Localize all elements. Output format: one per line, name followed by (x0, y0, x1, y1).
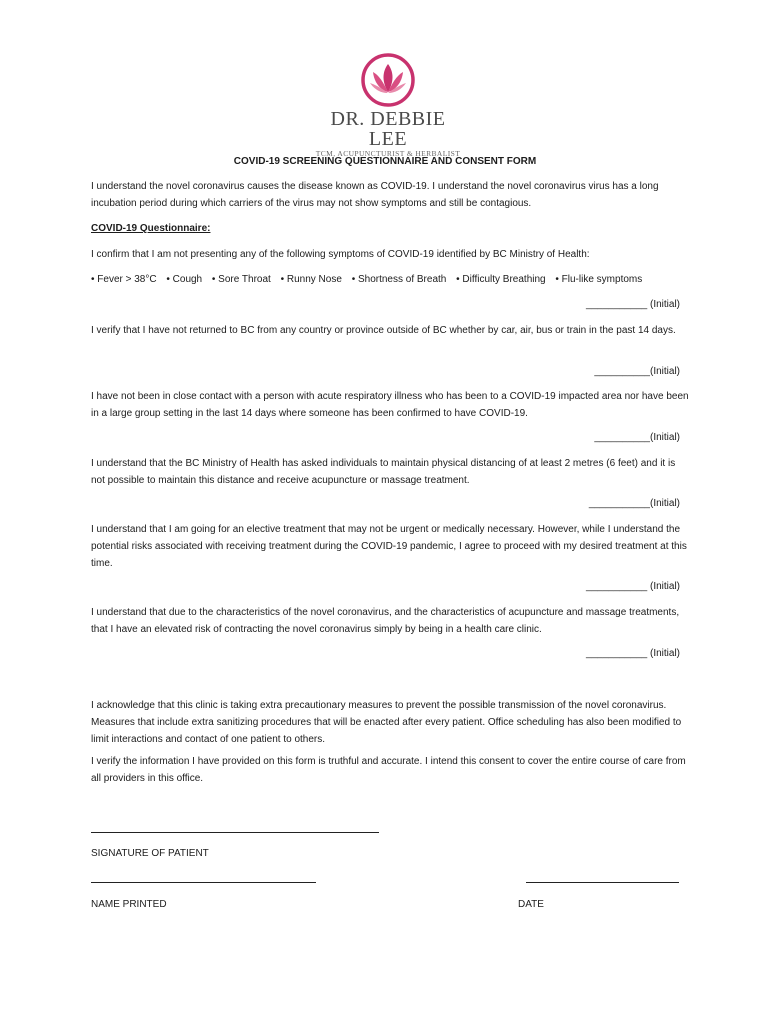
statement-distancing: I understand that the BC Ministry of Health has asked individuals to maintain physical distancing of at least 2 metres (6 feet) and it is not possible to maintain this distance and receive acupuncture or massage treatment. (91, 458, 676, 486)
statement-travel: I verify that I have not returned to BC from any country or province outside of BC whether by car, air, bus or train in the past 14 days. (91, 325, 676, 336)
intro-paragraph: I understand the novel coronavirus causes the disease known as COVID-19. I understand the novel coronavirus virus has a long incubation period during which carriers of the virus may not show symptoms and still be contagious. (91, 181, 659, 209)
clinic-logo (313, 52, 463, 158)
signature-line[interactable] (91, 832, 379, 833)
clinic-name: DR. DEBBIE LEE (330, 108, 446, 150)
clinic-subtitle: TCM, ACUPUNCTURIST & HERBALIST (315, 149, 461, 158)
initial-field-distancing[interactable]: ___________(Initial) (588, 498, 680, 509)
name-printed-label: NAME PRINTED (91, 899, 167, 910)
symptoms-intro: I confirm that I am not presenting any of the following symptoms of COVID-19 identified by BC Ministry of Health: (91, 249, 590, 260)
symptom-item: • Sore Throat (211, 274, 271, 285)
statement-verify: I verify the information I have provided on this form is truthful and accurate. I intend this consent to cover the entire course of care from all providers in this office. (91, 756, 686, 784)
initial-field-contact[interactable]: __________(Initial) (594, 432, 680, 443)
form-title: COVID-19 SCREENING QUESTIONNAIRE AND CONSENT FORM (233, 156, 537, 167)
symptom-item: • Flu-like symptoms (555, 274, 643, 285)
initial-field-symptoms[interactable]: ___________ (Initial) (586, 299, 680, 310)
signature-label: SIGNATURE OF PATIENT (91, 848, 209, 859)
symptom-item: • Difficulty Breathing (456, 274, 546, 285)
lotus-logo-icon (360, 52, 416, 108)
symptom-item: • Cough (166, 274, 203, 285)
statement-precautions: I acknowledge that this clinic is taking extra precautionary measures to prevent the possible transmission of the novel coronavirus. Measures that include extra sanitizing procedures that will be enacted after every patient. Office scheduling has also been modified to limit interactions and contact of one patient to others. (91, 700, 682, 745)
statement-contact: I have not been in close contact with a person with acute respiratory illness who has been to a COVID-19 impacted area nor have been in a large group setting in the last 14 days where someone has been confirmed to have COVID-19. (91, 391, 689, 419)
statement-risk: I understand that due to the characteristics of the novel coronavirus, and the characteristics of acupuncture and massage treatments, that I have an elevated risk of contracting the novel coronavirus simply by being in a health care clinic. (91, 607, 680, 635)
symptom-item: • Runny Nose (280, 274, 342, 285)
questionnaire-header: COVID-19 Questionnaire: (91, 223, 211, 234)
statement-elective: I understand that I am going for an elective treatment that may not be urgent or medically necessary. However, while I understand the potential risks associated with receiving treatment during the COVID-19 pandemic, I agree to proceed with my desired treatment at this time. (91, 524, 687, 569)
symptom-item: • Shortness of Breath (351, 274, 447, 285)
date-label: DATE (518, 899, 544, 910)
symptoms-list (91, 273, 691, 287)
name-printed-line[interactable] (91, 882, 316, 883)
initial-field-travel[interactable]: __________(Initial) (594, 366, 680, 377)
symptom-item: • Fever > 38°C (91, 274, 157, 285)
date-line[interactable] (526, 882, 679, 883)
initial-field-risk[interactable]: ___________ (Initial) (586, 648, 680, 659)
initial-field-elective[interactable]: ___________ (Initial) (586, 581, 680, 592)
